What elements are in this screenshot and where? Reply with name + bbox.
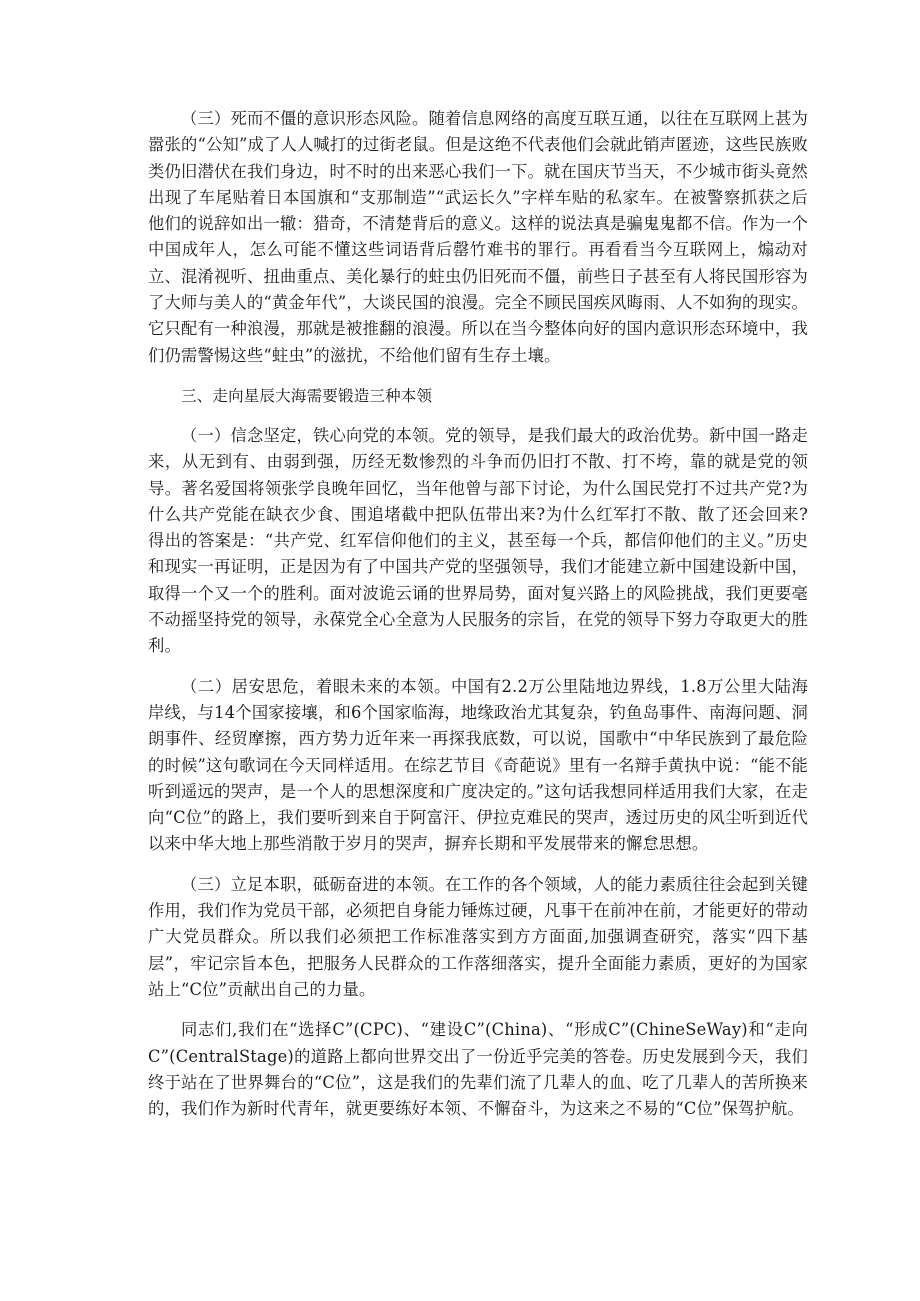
paragraph-conclusion: 同志们,我们在“选择C”(CPC)、“建设C”(China)、“形成C”(ChineSeWay)和“走向C”(CentralStage)的道路上都向世界交出了一份近乎完美的答卷。历史发展到今天，我们终于站在了世界舞台的“C位”，这是我们的先辈们流了几辈人的血、吃了几辈人的苦所换来的，我们作为新时代青年，就更要练好本领、不懈奋斗，为这来之不易的“C位”保驾护航。 [148,1020,808,1119]
paragraph-firm-belief: （一）信念坚定，铁心向党的本领。党的领导，是我们最大的政治优势。新中国一路走来，从无到有、由弱到强，历经无数惨烈的斗争而仍旧打不散、打不垮，靠的就是党的领导。著名爱国将领张学良晚年回忆，当年他曾与部下讨论，为什么国民党打不过共产党?为什么共产党能在缺衣少食、围追堵截中把队伍带出来?为什么红军打不散、散了还会回来?得出的答案是：“共产党、红军信仰他们的主义，甚至每一个兵，都信仰他们的主义。”历史和现实一再证明，正是因为有了中国共产党的坚强领导，我们才能建立新中国建设新中国，取得一个又一个的胜利。面对波诡云诵的世界局势，面对复兴路上的风险挑战，我们更要毫不动摇坚持党的领导，永葆党全心全意为人民服务的宗旨，在党的领导下努力夺取更大的胜利。 [148,425,808,656]
paragraph-ideology-risk: （三）死而不僵的意识形态风险。随着信息网络的高度互联互通，以往在互联网上甚为嚣张的“公知”成了人人喊打的过街老鼠。但是这绝不代表他们会就此销声匿迹，这些民族败类仍旧潜伏在我们身边，时不时的出来恶心我们一下。就在国庆节当天，不少城市街头竟然出现了车尾贴着日本国旗和“支那制造”“武运长久”字样车贴的私家车。在被警察抓获之后他们的说辞如出一辙：猎奇，不清楚背后的意义。这样的说法真是骗鬼鬼都不信。作为一个中国成年人，怎么可能不懂这些词语背后罄竹难书的罪行。再看看当今互联网上，煽动对立、混淆视听、扭曲重点、美化暴行的蛀虫仍旧死而不僵，前些日子甚至有人将民国形容为了大师与美人的“黄金年代”，大谈民国的浪漫。完全不顾民国疾风晦雨、人不如狗的现实。它只配有一种浪漫，那就是被推翻的浪漫。所以在当今整体向好的国内意识形态环境中，我们仍需警惕这些“蛀虫”的滋扰，不给他们留有生存土壤。 [148,109,808,365]
section-heading: 三、走向星辰大海需要锻造三种本领 [181,386,433,405]
document-page [148,106,808,1136]
paragraph-vigilance: （二）居安思危，着眼未来的本领。中国有2.2万公里陆地边界线，1.8万公里大陆海岸线，与14个国家接壤，和6个国家临海，地缘政治尤其复杂，钓鱼岛事件、南海问题、洞朗事件、经贸摩擦，西方势力近年来一再探我底数，可以说，国歌中“中华民族到了最危险的时候”这句歌词在今天同样适用。在综艺节目《奇葩说》里有一名辩手黄执中说：“能不能听到遥远的哭声，是一个人的思想深度和广度决定的。”这句话我想同样适用我们大家，在走向“C位”的路上，我们要听到来自于阿富汗、伊拉克难民的哭声，透过历史的风尘听到近代以来中华大地上那些消散于岁月的哭声，摒弃长期和平发展带来的懈怠思想。 [148,676,808,854]
paragraph-dedication: （三）立足本职，砥砺奋进的本领。在工作的各个领域，人的能力素质往往会起到关键作用，我们作为党员干部，必须把自身能力锤炼过硬，凡事干在前冲在前，才能更好的带动广大党员群众。所以我们必须把工作标准落实到方方面面,加强调查研究，落实“四下基层”，牢记宗旨本色，把服务人民群众的工作落细落实，提升全面能力素质，更好的为国家站上“C位”贡献出自己的力量。 [148,874,808,999]
